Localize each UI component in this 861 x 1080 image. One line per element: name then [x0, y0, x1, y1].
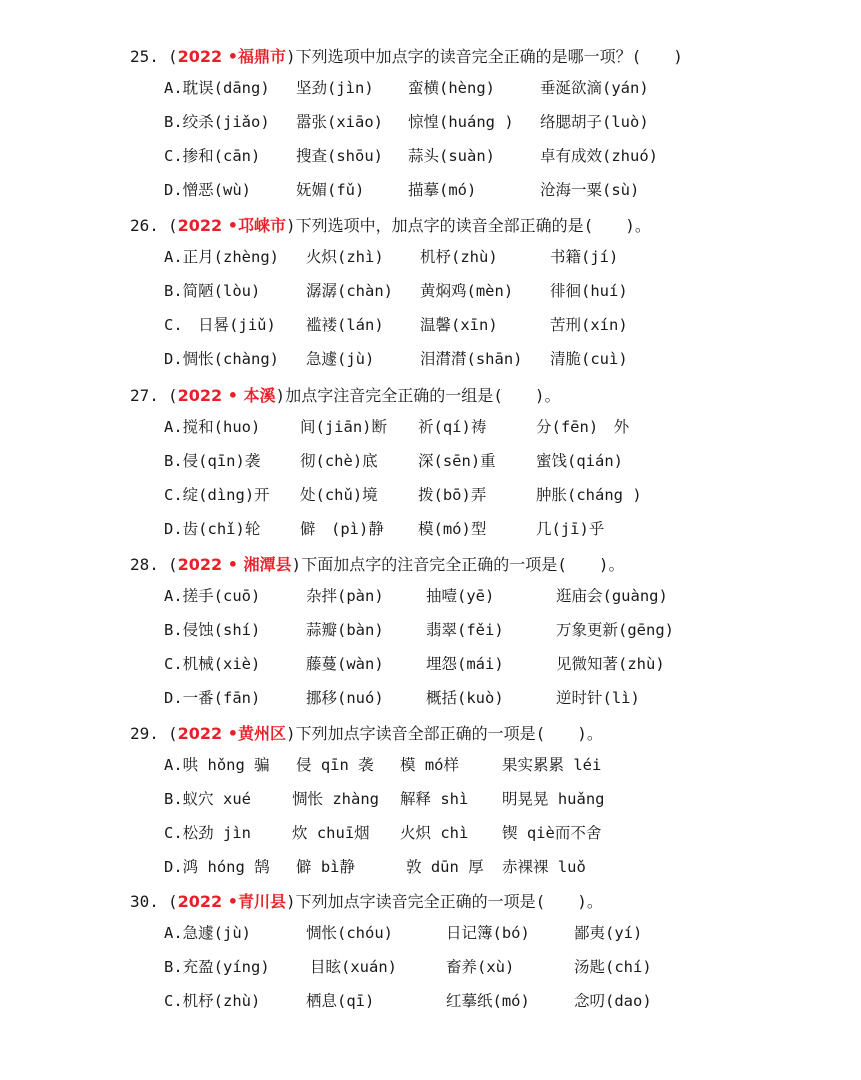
option-row	[130, 512, 850, 546]
question-26	[130, 212, 850, 376]
option-cell: 火炽 chì	[400, 824, 469, 842]
option-cell: 僻 bì静	[296, 858, 355, 876]
option-cell: A.哄 hǒng 骗	[164, 756, 270, 774]
option-row	[130, 71, 850, 105]
option-row	[130, 816, 850, 850]
option-row	[130, 579, 850, 613]
option-cell: 锲 qiè而不舍	[502, 824, 602, 842]
option-cell: 藤蔓(wàn)	[306, 655, 384, 673]
question-stem	[130, 720, 850, 748]
question-number: 27.	[130, 386, 159, 405]
option-cell: 惆怅(chóu)	[306, 924, 393, 942]
option-cell: 解释 shì	[400, 790, 469, 808]
option-row	[130, 916, 850, 950]
option-cell: 温馨(xīn)	[420, 316, 498, 334]
question-stem	[130, 551, 850, 579]
question-number: 25.	[130, 47, 159, 66]
source-tag: 2022 •黄州区	[177, 724, 286, 743]
option-cell: 逆时针(lì)	[556, 689, 640, 707]
option-cell: 泪潸潸(shān)	[420, 350, 523, 368]
option-cell: 处(chǔ)境	[300, 486, 378, 504]
option-cell: 祈(qí)祷	[418, 418, 487, 436]
option-cell: 抽噎(yē)	[426, 587, 495, 605]
option-cell: 挪移(nuó)	[306, 689, 384, 707]
close-paren: )	[285, 724, 296, 743]
option-row	[130, 274, 850, 308]
option-row	[130, 342, 850, 376]
option-cell: 书籍(jí)	[550, 248, 619, 266]
source-tag: 2022 •福鼎市	[177, 47, 286, 66]
option-row	[130, 478, 850, 512]
open-paren: (	[168, 47, 178, 66]
question-number: 30.	[130, 892, 159, 911]
option-cell: 嚣张(xiāo)	[296, 113, 383, 131]
option-row	[130, 410, 850, 444]
option-cell: 沧海一粟(sù)	[540, 181, 640, 199]
open-paren: (	[168, 386, 178, 405]
option-cell: 垂涎欲滴(yán)	[540, 79, 649, 97]
option-cell: 概括(kuò)	[426, 689, 504, 707]
option-cell: D.一番(fān)	[164, 689, 261, 707]
option-cell: B.充盈(yíng)	[164, 958, 270, 976]
option-cell: 惊惶(huáng )	[408, 113, 514, 131]
option-row	[130, 139, 850, 173]
option-cell: 蜜饯(qián)	[536, 452, 623, 470]
option-cell: 目眩(xuán)	[310, 958, 397, 976]
close-paren: )	[285, 47, 296, 66]
option-cell: 栖息(qī)	[306, 992, 375, 1010]
option-cell: 侵 qīn 袭	[296, 756, 374, 774]
option-cell: 拨(bō)弄	[418, 486, 487, 504]
question-stem	[130, 212, 850, 240]
option-cell: D.憎恶(wù)	[164, 181, 251, 199]
question-text: 下面加点字的注音完全正确的一项是( )。	[301, 555, 625, 574]
option-cell: 机杼(zhù)	[420, 248, 498, 266]
option-row	[130, 240, 850, 274]
option-cell: 火炽(zhì)	[306, 248, 384, 266]
question-text: 下列选项中，加点字的读音全部正确的是( )。	[295, 216, 651, 235]
option-cell: A.搅和(huo)	[164, 418, 261, 436]
option-cell: 明晃晃 huǎng	[502, 790, 605, 808]
option-cell: 翡翠(fěi)	[426, 621, 504, 639]
option-cell: C.松劲 jìn	[164, 824, 251, 842]
option-cell: D.惆怅(chàng)	[164, 350, 279, 368]
option-cell: 汤匙(chí)	[574, 958, 652, 976]
option-cell: 日记簿(bó)	[446, 924, 530, 942]
option-cell: A.急遽(jù)	[164, 924, 251, 942]
option-cell: 卓有成效(zhuó)	[540, 147, 658, 165]
option-cell: 络腮胡子(luò)	[540, 113, 649, 131]
option-row	[130, 681, 850, 715]
close-paren: )	[285, 892, 296, 911]
question-text: 下列加点字读音完全正确的一项是( )。	[295, 892, 603, 911]
option-cell: 深(sēn)重	[418, 452, 496, 470]
option-row	[130, 105, 850, 139]
option-cell: 妩媚(fǔ)	[296, 181, 365, 199]
option-cell: 蒜瓣(bàn)	[306, 621, 384, 639]
option-cell: 红摹纸(mó)	[446, 992, 530, 1010]
option-cell: 见微知著(zhù)	[556, 655, 665, 673]
option-cell: 褴褛(lán)	[306, 316, 384, 334]
option-cell: 潺潺(chàn)	[306, 282, 393, 300]
option-cell: 炊 chuī烟	[292, 824, 370, 842]
question-28	[130, 551, 850, 715]
option-cell: 间(jiān)断	[300, 418, 387, 436]
question-text: 加点字注音完全正确的一组是( )。	[285, 386, 561, 405]
option-cell: D.鸿 hóng 鹄	[164, 858, 270, 876]
option-cell: 描摹(mó)	[408, 181, 477, 199]
option-row	[130, 748, 850, 782]
question-25	[130, 43, 850, 207]
option-cell: C.机械(xiè)	[164, 655, 261, 673]
question-number: 26.	[130, 216, 159, 235]
option-cell: 逛庙会(guàng)	[556, 587, 668, 605]
question-30	[130, 888, 850, 1018]
option-row	[130, 984, 850, 1018]
option-cell: A.搓手(cuō)	[164, 587, 261, 605]
option-cell: 万象更新(gēng)	[556, 621, 674, 639]
question-29	[130, 720, 850, 884]
option-cell: 蛮横(hèng)	[408, 79, 495, 97]
option-cell: 肿胀(cháng )	[536, 486, 642, 504]
option-cell: 急遽(jù)	[306, 350, 375, 368]
open-paren: (	[168, 892, 178, 911]
option-cell: 埋怨(mái)	[426, 655, 504, 673]
option-cell: B.侵蚀(shí)	[164, 621, 261, 639]
option-cell: B.简陋(lòu)	[164, 282, 261, 300]
option-cell: 黄焖鸡(mèn)	[420, 282, 514, 300]
option-cell: 坚劲(jìn)	[296, 79, 374, 97]
option-cell: 彻(chè)底	[300, 452, 378, 470]
option-cell: B.侵(qīn)袭	[164, 452, 261, 470]
option-cell: A.耽误(dāng)	[164, 79, 270, 97]
option-cell: B.绞杀(jiǎo)	[164, 113, 270, 131]
option-cell: 鄙夷(yí)	[574, 924, 643, 942]
option-cell: 念叨(dao)	[574, 992, 652, 1010]
option-cell: C. 日晷(jiǔ)	[164, 316, 276, 334]
option-cell: 杂拌(pàn)	[306, 587, 384, 605]
question-stem	[130, 888, 850, 916]
question-number: 28.	[130, 555, 159, 574]
source-tag: 2022 •邛崃市	[177, 216, 286, 235]
option-row	[130, 850, 850, 884]
option-cell: 分(fēn) 外	[536, 418, 630, 436]
source-tag: 2022 •青川县	[177, 892, 286, 911]
question-text: 下列选项中加点字的读音完全正确的是哪一项？( )	[295, 47, 683, 66]
question-stem	[130, 43, 850, 71]
question-number: 29.	[130, 724, 159, 743]
option-cell: 赤裸裸 luǒ	[502, 858, 586, 876]
option-cell: D.齿(chǐ)轮	[164, 520, 261, 538]
source-tag: 2022 • 湘潭县	[177, 555, 292, 574]
option-row	[130, 444, 850, 478]
source-tag: 2022 • 本溪	[177, 386, 276, 405]
option-cell: 苦刑(xín)	[550, 316, 628, 334]
option-cell: C.掺和(cān)	[164, 147, 261, 165]
open-paren: (	[168, 555, 178, 574]
option-row	[130, 308, 850, 342]
close-paren: )	[285, 216, 296, 235]
option-row	[130, 613, 850, 647]
option-cell: 果实累累 léi	[502, 756, 602, 774]
option-cell: 几(jī)乎	[536, 520, 605, 538]
option-cell: B.蚁穴 xué	[164, 790, 251, 808]
option-cell: C.绽(dìng)开	[164, 486, 270, 504]
option-cell: 清脆(cuì)	[550, 350, 628, 368]
close-paren: )	[275, 386, 286, 405]
option-cell: 模 mó样	[400, 756, 459, 774]
option-cell: 模(mó)型	[418, 520, 487, 538]
close-paren: )	[291, 555, 302, 574]
question-stem	[130, 382, 850, 410]
option-cell: 敦 dūn 厚	[406, 858, 484, 876]
option-row	[130, 647, 850, 681]
option-row	[130, 782, 850, 816]
open-paren: (	[168, 216, 178, 235]
open-paren: (	[168, 724, 178, 743]
option-cell: 僻 (pì)静	[300, 520, 384, 538]
option-cell: C.机杼(zhù)	[164, 992, 261, 1010]
option-row	[130, 173, 850, 207]
option-cell: 搜查(shōu)	[296, 147, 383, 165]
option-cell: 徘徊(huí)	[550, 282, 628, 300]
option-cell: 畜养(xù)	[446, 958, 515, 976]
question-27	[130, 382, 850, 546]
option-cell: 蒜头(suàn)	[408, 147, 495, 165]
option-cell: 惆怅 zhàng	[292, 790, 379, 808]
question-text: 下列加点字读音全部正确的一项是( )。	[295, 724, 603, 743]
option-row	[130, 950, 850, 984]
option-cell: A.正月(zhèng)	[164, 248, 279, 266]
